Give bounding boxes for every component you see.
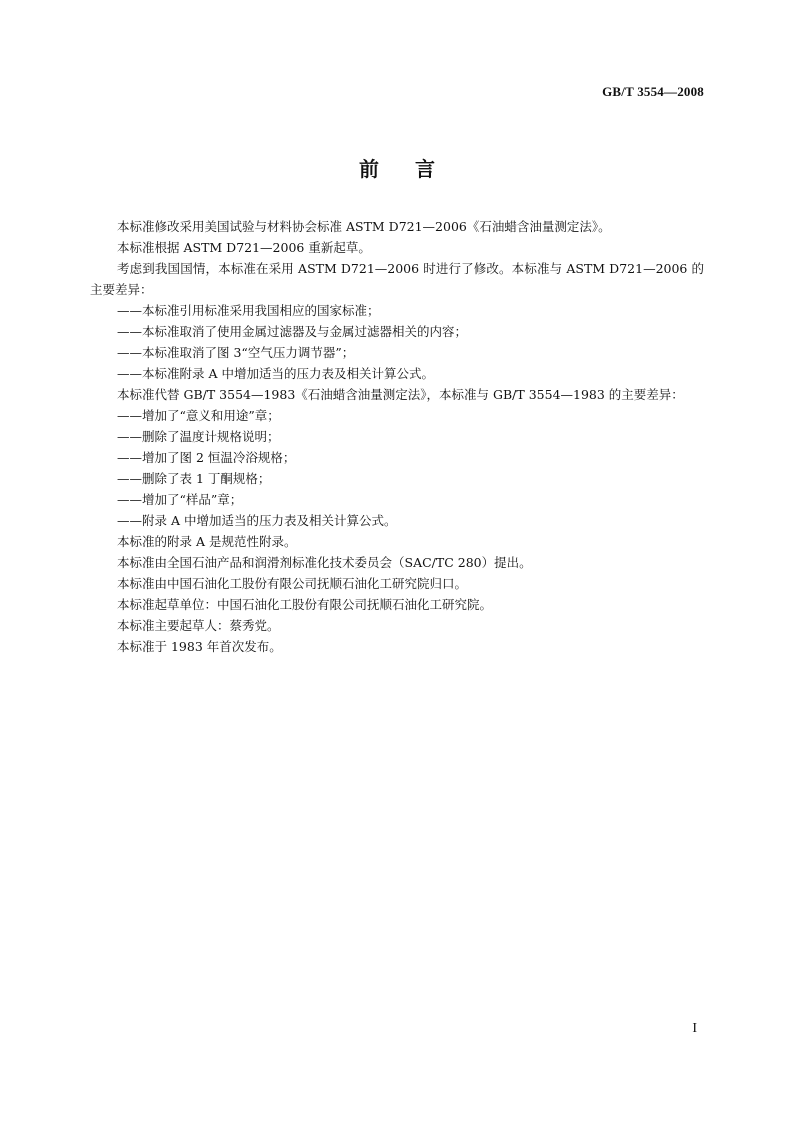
standard-number: GB/T 3554—2008 [602, 84, 704, 99]
list-item: ——增加了图 2 恒温冷浴规格； [117, 450, 296, 465]
paragraph: 本标准代替 GB/T 3554—1983《石油蜡含油量测定法》，本标准与 GB/T 3554—1983 的主要差异： [117, 387, 684, 402]
paragraph: 本标准起草单位：中国石油化工股份有限公司抚顺石油化工研究院。 [117, 597, 493, 612]
list-item: ——本标准引用标准采用我国相应的国家标准； [117, 303, 380, 318]
document-body [90, 216, 704, 657]
paragraph: 本标准由中国石油化工股份有限公司抚顺石油化工研究院归口。 [117, 576, 468, 591]
list-item: ——删除了表 1 丁酮规格； [117, 471, 271, 486]
list-item: ——增加了“样品”章； [117, 492, 243, 507]
list-item: ——本标准取消了图 3“空气压力调节器”； [117, 345, 355, 360]
list-item: ——增加了“意义和用途”章； [117, 408, 280, 423]
paragraph: 考虑到我国国情，本标准在采用 ASTM D721—2006 时进行了修改。本标准与 ASTM D721—2006 的主要差异： [90, 261, 704, 297]
list-item: ——本标准取消了使用金属过滤器及与金属过滤器相关的内容； [117, 324, 468, 339]
page-title: 前言 [359, 157, 471, 181]
page-number: I [692, 1021, 697, 1036]
paragraph: 本标准修改采用美国试验与材料协会标准 ASTM D721—2006《石油蜡含油量测定法》。 [117, 219, 611, 234]
paragraph: 本标准于 1983 年首次发布。 [117, 639, 282, 654]
paragraph: 本标准根据 ASTM D721—2006 重新起草。 [117, 240, 371, 255]
list-item: ——本标准附录 A 中增加适当的压力表及相关计算公式。 [117, 366, 434, 381]
list-item: ——删除了温度计规格说明； [117, 429, 280, 444]
list-item: ——附录 A 中增加适当的压力表及相关计算公式。 [117, 513, 397, 528]
paragraph: 本标准由全国石油产品和润滑剂标准化技术委员会（SAC/TC 280）提出。 [117, 555, 532, 570]
paragraph: 本标准的附录 A 是规范性附录。 [117, 534, 297, 549]
paragraph: 本标准主要起草人：蔡秀党。 [117, 618, 280, 633]
